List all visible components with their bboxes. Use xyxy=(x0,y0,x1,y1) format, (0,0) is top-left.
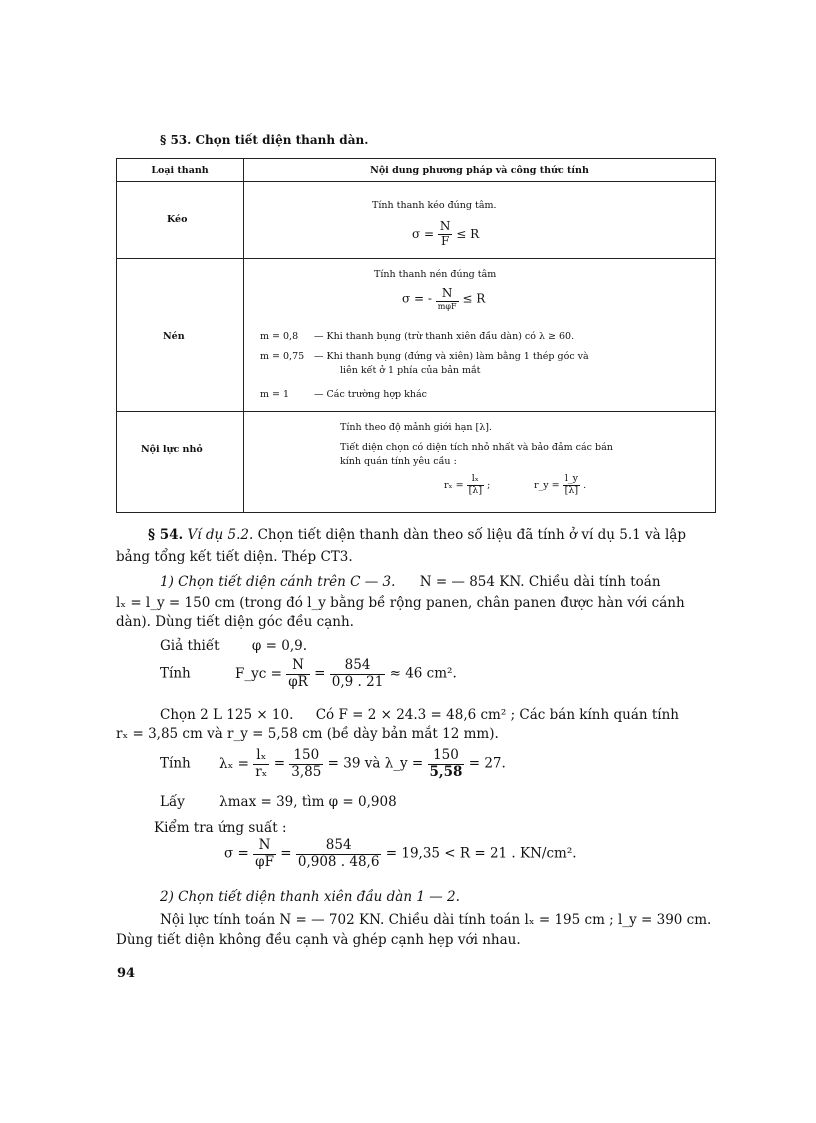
calc-eq: = xyxy=(314,665,326,682)
calc-result: ≈ 46 cm². xyxy=(389,665,457,682)
calc-result: = 27. xyxy=(468,755,506,772)
condition-text: — Các trường hợp khác xyxy=(314,389,428,400)
formula-fraction xyxy=(436,287,459,311)
calc-den: 3,85 xyxy=(291,763,322,780)
table-row xyxy=(117,182,716,259)
check-num: N xyxy=(253,838,276,855)
row-type-cell xyxy=(117,182,244,259)
check-formula xyxy=(224,838,577,870)
section-title: § 53. Chọn tiết diện thanh dàn. xyxy=(160,133,369,147)
take-line xyxy=(160,794,397,810)
formula-num: lₓ xyxy=(467,474,484,486)
formula-num: l_y xyxy=(563,474,580,486)
row-type-label: Kéo xyxy=(167,214,188,225)
formula-separator: ; xyxy=(487,479,491,491)
formula-num: N xyxy=(436,287,459,302)
formula-fraction xyxy=(467,474,484,497)
formula-fraction xyxy=(563,474,580,497)
calc-fraction xyxy=(428,748,465,780)
condition-m: m = 1 xyxy=(260,389,290,400)
formula-rhs: ≤ R xyxy=(462,291,486,306)
formula-den: [λ] xyxy=(564,484,579,496)
row-content-cell xyxy=(244,182,716,259)
check-den: φF xyxy=(255,853,274,870)
table-row xyxy=(117,259,716,412)
formula xyxy=(402,287,485,311)
row-type-label: Nén xyxy=(163,331,185,342)
row-line: kính quán tính yêu cầu : xyxy=(340,456,457,467)
paragraph-line: Dùng tiết diện không đều cạnh và ghép cạnh hẹp với nhau. xyxy=(116,932,521,948)
row-line: Tính thanh nén đúng tâm xyxy=(374,269,497,280)
assumption-value: φ = 0,9. xyxy=(251,638,308,654)
calc-lhs: F_yc = xyxy=(235,665,282,682)
choose-props: Có F = 2 × 24.3 = 48,6 cm² ; Các bán kính quán tính xyxy=(315,707,679,723)
section-table xyxy=(116,158,716,513)
calc-label: Tính xyxy=(160,665,191,682)
row-line: Tính thanh kéo đúng tâm. xyxy=(372,200,497,211)
row-content-cell xyxy=(244,259,716,412)
subsection-title: 1) Chọn tiết diện cánh trên C — 3. xyxy=(160,574,396,590)
choose-line xyxy=(160,707,679,723)
header-content: Nội dung phương pháp và công thức tính xyxy=(244,159,716,182)
formula-fraction xyxy=(438,220,453,249)
check-result: = 19,35 < R = 21 . KN/cm². xyxy=(385,845,577,862)
formula-lhs: r_y = xyxy=(534,479,560,491)
take-label: Lấy xyxy=(160,794,185,810)
formula-den: [λ] xyxy=(468,484,483,496)
check-num: 854 xyxy=(296,838,382,855)
formula-den: mφF xyxy=(437,301,457,311)
paragraph-text: N = — 854 KN. Chiều dài tính toán xyxy=(419,574,661,590)
calc-fraction xyxy=(330,658,386,690)
calc-eq: = xyxy=(273,755,285,772)
table-header-row xyxy=(117,159,716,182)
check-fraction xyxy=(253,838,276,870)
paragraph-line: Nội lực tính toán N = — 702 KN. Chiều dài tính toán lₓ = 195 cm ; l_y = 390 cm. xyxy=(160,912,712,928)
header-type: Loại thanh xyxy=(117,159,244,182)
formula-rx xyxy=(444,474,490,497)
subsection-1 xyxy=(160,574,661,590)
check-fraction xyxy=(296,838,382,870)
calc-num: 150 xyxy=(428,748,465,765)
calc-num: N xyxy=(286,658,310,675)
condition-m: m = 0,8 xyxy=(260,331,299,342)
calc-den: 5,58 xyxy=(429,763,463,780)
formula-rhs: ≤ R xyxy=(456,226,480,241)
formula xyxy=(412,220,479,249)
calc-num: 854 xyxy=(330,658,386,675)
calc-num: lₓ xyxy=(253,748,269,765)
subsection-2-title: 2) Chọn tiết diện thanh xiên đầu dàn 1 — 2. xyxy=(160,889,460,905)
paragraph-line: rₓ = 3,85 cm và r_y = 5,58 cm (bề dày bản mắt 12 mm). xyxy=(116,726,499,742)
page-number: 94 xyxy=(117,966,136,981)
formula-end: . xyxy=(583,479,587,491)
calc-label: Tính xyxy=(160,755,191,772)
calc-mid: = 39 và λ_y = xyxy=(327,755,424,772)
example-label: Ví dụ 5.2. xyxy=(187,527,254,543)
calc-required-area xyxy=(160,658,457,690)
formula-lhs: σ = xyxy=(412,226,435,241)
paragraph-line: lₓ = l_y = 150 cm (trong đó l_y bằng bề rộng panen, chân panen được hàn với cánh xyxy=(116,595,685,611)
paragraph-line: bảng tổng kết tiết diện. Thép CT3. xyxy=(116,549,353,565)
row-type-cell xyxy=(117,412,244,513)
calc-den: φR xyxy=(288,673,308,690)
choose-section: Chọn 2 L 125 × 10. xyxy=(160,707,294,723)
formula-ry xyxy=(534,474,586,497)
calc-lhs: λₓ = xyxy=(219,755,249,772)
row-content-cell xyxy=(244,412,716,513)
row-type-cell xyxy=(117,259,244,412)
condition-text: — Khi thanh bụng (trừ thanh xiên đầu dàn) có λ ≥ 60. xyxy=(314,331,575,342)
table-row xyxy=(117,412,716,513)
calc-den: 0,9 . 21 xyxy=(331,673,384,690)
calc-fraction xyxy=(286,658,310,690)
formula-den: F xyxy=(440,233,450,248)
row-line: Tính theo độ mảnh giới hạn [λ]. xyxy=(340,422,492,433)
check-lhs: σ = xyxy=(224,845,249,862)
check-eq: = xyxy=(280,845,292,862)
section-number: § 54. xyxy=(148,527,184,543)
paragraph-54 xyxy=(148,527,686,543)
formula-lhs: σ = - xyxy=(402,291,432,306)
paragraph-text: Chọn tiết diện thanh dàn theo số liệu đã tính ở ví dụ 5.1 và lập xyxy=(257,527,686,543)
calc-fraction xyxy=(289,748,323,780)
formula-lhs: rₓ = xyxy=(444,479,464,491)
check-den: 0,908 . 48,6 xyxy=(297,853,380,870)
condition-m: m = 0,75 xyxy=(260,351,305,362)
check-label: Kiểm tra ứng suất : xyxy=(154,820,287,836)
row-type-label: Nội lực nhỏ xyxy=(141,444,203,455)
calc-fraction xyxy=(253,748,269,780)
take-value: λmax = 39, tìm φ = 0,908 xyxy=(219,794,397,810)
row-line: Tiết diện chọn có diện tích nhỏ nhất và bảo đảm các bán xyxy=(340,442,613,453)
calc-slenderness xyxy=(160,748,506,780)
calc-den: rₓ xyxy=(255,763,268,780)
paragraph-line: dàn). Dùng tiết diện góc đều cạnh. xyxy=(116,614,354,630)
calc-num: 150 xyxy=(289,748,323,765)
condition-text: liên kết ở 1 phía của bản mắt xyxy=(340,365,481,376)
assumption xyxy=(160,638,307,654)
assumption-label: Giả thiết xyxy=(160,638,220,654)
condition-text: — Khi thanh bụng (đứng và xiên) làm bằng 1 thép góc và xyxy=(314,351,589,362)
formula-num: N xyxy=(439,219,451,233)
